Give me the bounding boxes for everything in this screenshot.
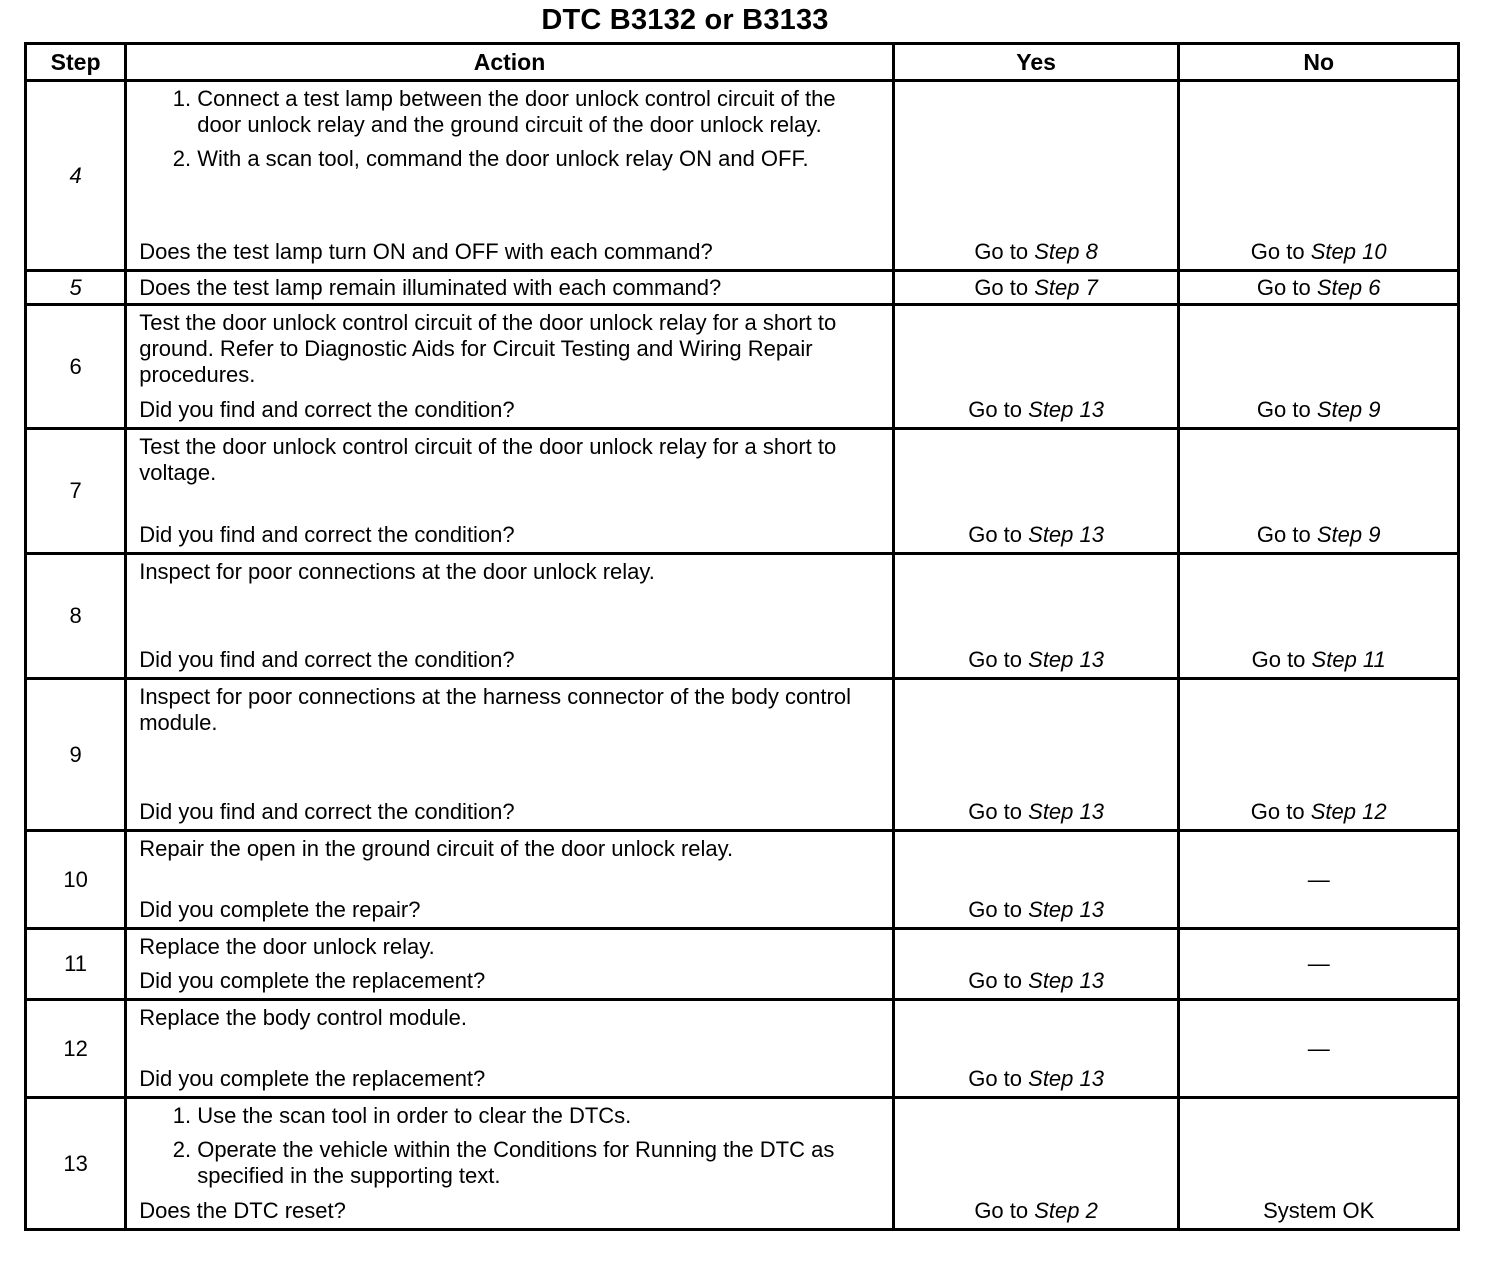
no-step-ref: Step 6 (1316, 274, 1381, 300)
yes-cell: Go to Step 13 (893, 679, 1179, 831)
step-number: 7 (26, 429, 126, 554)
table-header-row (26, 44, 1459, 81)
yes-cell: Go to Step 13 (893, 929, 1179, 1000)
action-cell (126, 429, 894, 554)
no-cell: Go to Step 12 (1179, 679, 1459, 831)
yes-step-ref: Step 13 (1028, 1066, 1104, 1091)
action-steps (139, 86, 880, 172)
action-question: Does the test lamp turn ON and OFF with each command? (139, 239, 713, 264)
diagnostic-table (24, 42, 1460, 1231)
no-cell: Go to Step 10 (1179, 81, 1459, 271)
yes-cell: Go to Step 13 (893, 831, 1179, 929)
table-row (26, 554, 1459, 679)
step-number: 8 (26, 554, 126, 679)
action-question: Did you complete the replacement? (139, 1066, 486, 1091)
no-step-ref: Step 11 (1311, 647, 1386, 672)
no-cell (1179, 1000, 1459, 1098)
action-cell (126, 929, 894, 1000)
no-cell (1179, 929, 1459, 1000)
action-question: Did you complete the repair? (139, 897, 421, 922)
action-text: Test the door unlock control circuit of the door unlock relay for a short to voltage. (139, 434, 837, 485)
table-row (26, 1098, 1459, 1230)
action-text: Test the door unlock control circuit of the door unlock relay for a short to ground. Refer to Diagnostic Aids for Circuit Testing and Wiring Repair procedures. (139, 310, 837, 387)
step-number: 9 (26, 679, 126, 831)
step-number: 4 (26, 81, 126, 271)
yes-cell: Go to Step 13 (893, 429, 1179, 554)
no-cell: Go to Step 6 (1179, 271, 1459, 305)
table-row (26, 81, 1459, 271)
header-action: Action (126, 44, 894, 81)
action-question: Did you complete the replacement? (139, 968, 486, 993)
table-row (26, 1000, 1459, 1098)
no-value: System OK (1263, 1198, 1375, 1223)
list-item: 1. Connect a test lamp between the door unlock control circuit of the door unlock relay and the ground circuit of the door unlock relay. (197, 86, 880, 138)
action-question: Does the test lamp remain illuminated with each command? (139, 274, 722, 300)
action-steps (139, 1103, 880, 1189)
table-row (26, 271, 1459, 305)
no-cell: Go to Step 9 (1179, 305, 1459, 429)
no-cell: Go to Step 11 (1179, 554, 1459, 679)
yes-step-ref: Step 13 (1028, 647, 1104, 672)
header-step: Step (26, 44, 126, 81)
no-value: — (1307, 866, 1330, 892)
action-question: Did you find and correct the condition? (139, 647, 515, 672)
action-cell (126, 1098, 894, 1230)
no-step-ref: Step 9 (1316, 522, 1381, 547)
action-cell (126, 679, 894, 831)
yes-step-ref: Step 13 (1028, 397, 1104, 422)
yes-cell: Go to Step 13 (893, 1000, 1179, 1098)
yes-cell: Go to Step 8 (893, 81, 1179, 271)
header-no: No (1179, 44, 1459, 81)
yes-cell: Go to Step 13 (893, 554, 1179, 679)
step-number: 6 (26, 305, 126, 429)
action-question: Does the DTC reset? (139, 1198, 346, 1223)
action-question: Did you find and correct the condition? (139, 799, 515, 824)
table-row (26, 305, 1459, 429)
no-cell: Go to Step 9 (1179, 429, 1459, 554)
action-question: Did you find and correct the condition? (139, 397, 515, 422)
step-number: 11 (26, 929, 126, 1000)
yes-step-ref: Step 8 (1034, 239, 1098, 264)
list-item: 1. Use the scan tool in order to clear the DTCs. (197, 1103, 880, 1129)
yes-cell: Go to Step 7 (893, 271, 1179, 305)
action-text: Repair the open in the ground circuit of the door unlock relay. (139, 836, 734, 861)
yes-step-ref: Step 13 (1028, 799, 1104, 824)
step-number: 5 (26, 271, 126, 305)
action-text: Replace the door unlock relay. (139, 934, 435, 959)
list-item: 2. With a scan tool, command the door unlock relay ON and OFF. (197, 146, 880, 172)
table-row (26, 429, 1459, 554)
no-step-ref: Step 12 (1310, 799, 1387, 824)
action-cell (126, 831, 894, 929)
action-cell (126, 1000, 894, 1098)
action-text: Inspect for poor connections at the harness connector of the body control module. (139, 684, 851, 735)
action-text: Replace the body control module. (139, 1005, 467, 1030)
action-cell (126, 271, 894, 305)
page-title: DTC B3132 or B3133 (541, 4, 829, 36)
table-row (26, 929, 1459, 1000)
no-cell (1179, 1098, 1459, 1230)
header-yes: Yes (893, 44, 1179, 81)
yes-cell: Go to Step 13 (893, 305, 1179, 429)
yes-step-ref: Step 13 (1028, 897, 1104, 922)
step-number: 10 (26, 831, 126, 929)
action-cell (126, 554, 894, 679)
yes-step-ref: Step 7 (1034, 274, 1098, 300)
step-number: 12 (26, 1000, 126, 1098)
step-number: 13 (26, 1098, 126, 1230)
no-cell (1179, 831, 1459, 929)
yes-cell: Go to Step 2 (893, 1098, 1179, 1230)
yes-step-ref: Step 13 (1028, 522, 1104, 547)
action-text: Inspect for poor connections at the door unlock relay. (139, 559, 655, 584)
no-step-ref: Step 10 (1310, 239, 1387, 264)
table-row (26, 831, 1459, 929)
no-value: — (1307, 1035, 1330, 1061)
table-row (26, 679, 1459, 831)
yes-step-ref: Step 13 (1028, 968, 1104, 993)
no-value: — (1307, 951, 1330, 976)
action-cell (126, 81, 894, 271)
action-cell (126, 305, 894, 429)
list-item: 2. Operate the vehicle within the Conditions for Running the DTC as specified in the supporting text. (197, 1137, 880, 1189)
action-question: Did you find and correct the condition? (139, 522, 515, 547)
yes-step-ref: Step 2 (1034, 1198, 1098, 1223)
no-step-ref: Step 9 (1316, 397, 1381, 422)
